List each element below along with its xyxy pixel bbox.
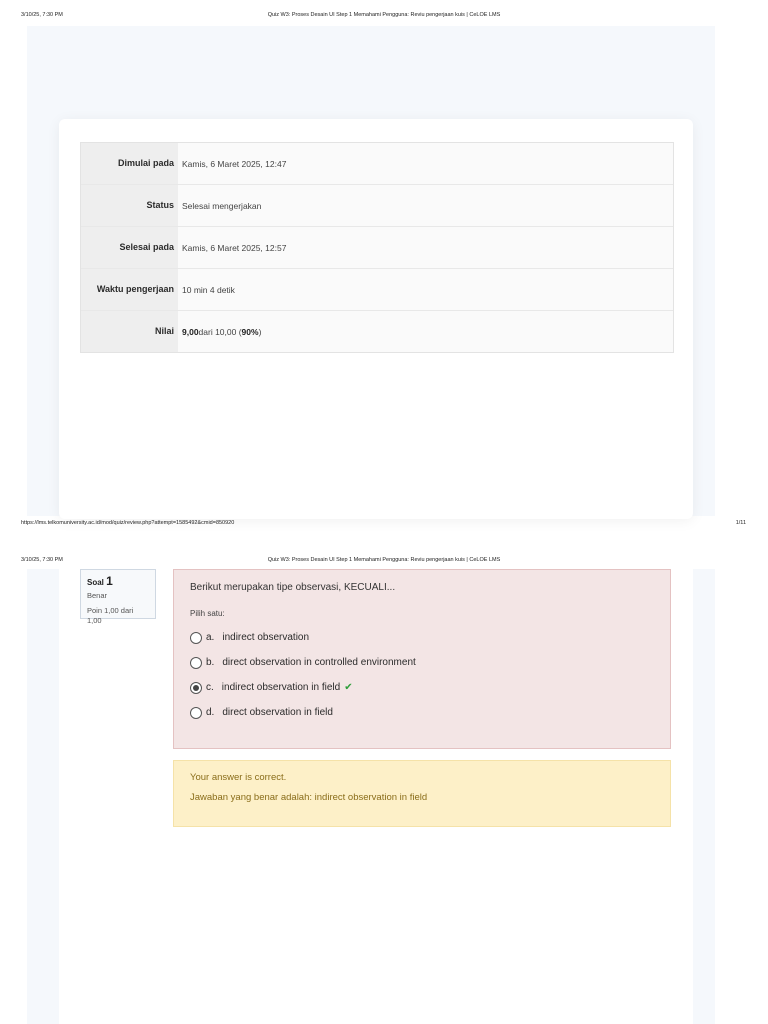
option-text: direct observation in field [222, 707, 333, 718]
summary-label: Status [81, 185, 178, 226]
option-text: direct observation in controlled environment [222, 657, 416, 668]
summary-label: Selesai pada [81, 227, 178, 268]
print-title: Quiz W3: Proses Desain UI Step 1 Memahami Pengguna: Reviu pengerjaan kuis | CeLOE LMS [267, 12, 501, 18]
radio-button[interactable] [190, 657, 202, 669]
print-header-page-2 [0, 545, 768, 563]
grade-score: 9,00 [182, 326, 199, 337]
question-content [173, 569, 671, 749]
option-letter: c. [206, 682, 214, 693]
summary-row-started [81, 143, 673, 185]
feedback-correct: Your answer is correct. [190, 772, 287, 783]
summary-label: Dimulai pada [81, 143, 178, 184]
option-letter: d. [206, 707, 215, 718]
question-text: Berikut merupakan tipe observasi, KECUALI... [190, 582, 396, 593]
answer-option-d[interactable] [190, 700, 654, 725]
grade-mid: dari 10,00 ( [198, 326, 242, 337]
summary-row-status [81, 185, 673, 227]
option-letter: a. [206, 632, 215, 643]
summary-row-finished [81, 227, 673, 269]
answer-prompt: Pilih satu: [190, 609, 225, 618]
question-info [80, 569, 156, 625]
print-title: Quiz W3: Proses Desain UI Step 1 Memahami Pengguna: Reviu pengerjaan kuis | CeLOE LMS [267, 557, 501, 563]
attempt-summary-table [80, 142, 674, 353]
answer-option-c[interactable] [190, 675, 654, 700]
summary-row-duration [81, 269, 673, 311]
answer-option-a[interactable] [190, 625, 654, 650]
correct-check-icon: ✔ [344, 682, 353, 693]
summary-value: 10 min 4 detik [178, 269, 673, 310]
question-number [87, 574, 149, 588]
print-header [0, 0, 768, 18]
radio-button[interactable] [190, 632, 202, 644]
radio-button-selected[interactable] [190, 682, 202, 694]
question-grade: Poin 1,00 dari 1,00 [87, 606, 134, 625]
summary-label: Waktu pengerjaan [81, 269, 178, 310]
radio-button[interactable] [190, 707, 202, 719]
question-number-label: Soal [87, 578, 104, 587]
summary-value: Selesai mengerjakan [178, 185, 673, 226]
answer-feedback [173, 760, 671, 827]
option-text: indirect observation in field [221, 682, 341, 693]
answer-option-b[interactable] [190, 650, 654, 675]
option-text: indirect observation [222, 632, 310, 643]
summary-label: Nilai [81, 311, 178, 352]
grade-percent: 90% [241, 326, 259, 337]
feedback-right-answer: Jawaban yang benar adalah: indirect observation in field [190, 792, 428, 803]
summary-value: Kamis, 6 Maret 2025, 12:57 [178, 227, 673, 268]
print-timestamp: 3/10/25, 7:30 PM [21, 12, 63, 18]
print-url: https://lms.telkomuniversity.ac.id/mod/quiz/review.php?attempt=1585492&cmid=850920 [21, 520, 235, 526]
question-number-value: 1 [106, 574, 113, 588]
question-state: Benar [87, 591, 108, 600]
summary-value: Kamis, 6 Maret 2025, 12:47 [178, 143, 673, 184]
summary-row-grade [81, 311, 673, 352]
print-timestamp: 3/10/25, 7:30 PM [21, 557, 63, 563]
option-letter: b. [206, 657, 215, 668]
summary-value [178, 311, 673, 352]
print-page-number: 1/11 [735, 520, 746, 526]
grade-end: ) [258, 326, 262, 337]
